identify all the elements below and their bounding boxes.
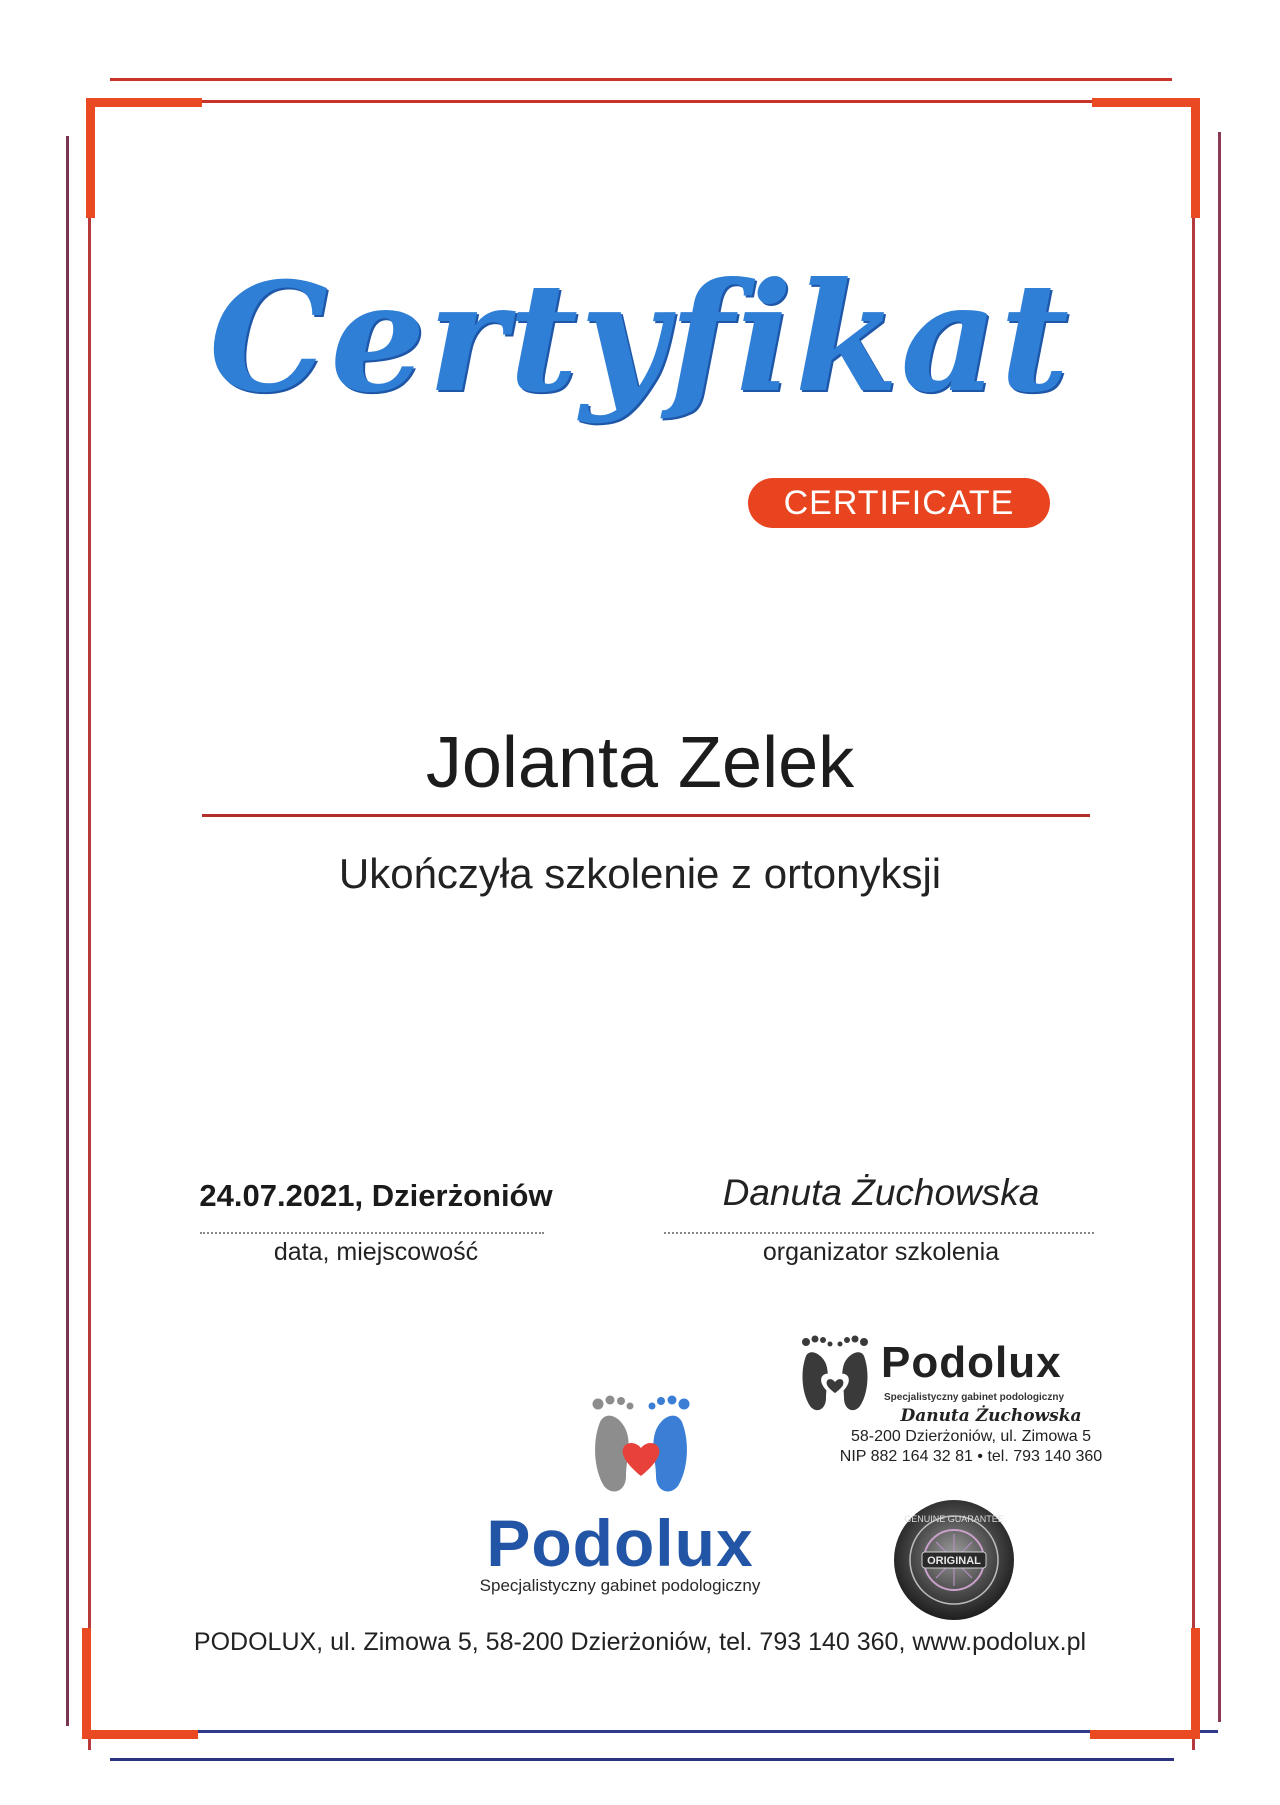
- recipient-name: Jolanta Zelek: [425, 723, 855, 803]
- certificate-badge: CERTIFICATE: [748, 478, 1050, 528]
- recipient-underline: [202, 814, 1090, 817]
- logo-feet-heart-icon: [586, 1390, 696, 1500]
- stamp-brand: Podolux: [881, 1338, 1062, 1387]
- hologram-seal: [892, 1498, 1016, 1622]
- organizer-caption: organizator szkolenia: [762, 1238, 1000, 1266]
- corner-accent-top-right-vertical: [1191, 98, 1200, 218]
- date-place-dotted-rule: [200, 1232, 544, 1234]
- frame-top-outer-line: [88, 100, 1198, 103]
- frame-top-inner-line: [110, 78, 1172, 81]
- date-place-value: 24.07.2021, Dzierżoniów: [199, 1178, 553, 1213]
- corner-accent-bottom-right: [1090, 1730, 1200, 1739]
- organizer-dotted-rule: [664, 1232, 1094, 1234]
- stamp-nip-tel: NIP 882 164 32 81 • tel. 793 140 360: [839, 1448, 1103, 1465]
- seal-center-text: ORIGINAL: [927, 1555, 981, 1567]
- stamp-feet-icon: [796, 1332, 874, 1418]
- organizer-name: Danuta Żuchowska: [722, 1172, 1040, 1213]
- frame-bottom-outer-line: [110, 1758, 1174, 1761]
- logo-brand: Podolux: [486, 1506, 754, 1580]
- corner-accent-top-left: [86, 98, 202, 107]
- logo-subtitle: Specjalistyczny gabinet podologiczny: [479, 1576, 761, 1595]
- corner-accent-top-right: [1092, 98, 1200, 107]
- stamp-subtitle: Specjalistyczny gabinet podologiczny: [884, 1392, 1065, 1403]
- corner-accent-top-left-vertical: [86, 98, 95, 218]
- seal-top-text: GENUINE GUARANTEE: [904, 1514, 1004, 1524]
- certificate-title-script: Certyfikat: [208, 250, 1072, 426]
- footer-contact: PODOLUX, ul. Zimowa 5, 58-200 Dzierżoniów, tel. 793 140 360, www.podolux.pl: [193, 1628, 1087, 1656]
- frame-bottom-inner-line: [88, 1730, 1218, 1733]
- stamp-address: 58-200 Dzierżoniów, ul. Zimowa 5: [850, 1428, 1092, 1445]
- corner-accent-bottom-left: [82, 1730, 198, 1739]
- stamp-name: Danuta Żuchowska: [900, 1406, 1082, 1426]
- date-place-caption: data, miejscowość: [273, 1238, 479, 1266]
- course-description: Ukończyła szkolenie z ortonyksji: [338, 850, 942, 897]
